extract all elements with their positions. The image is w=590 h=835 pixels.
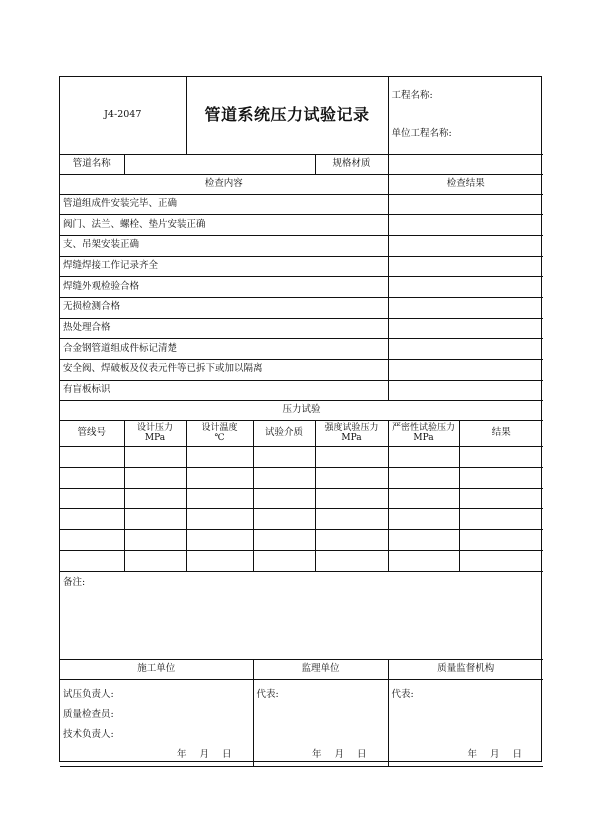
data-cell[interactable] [459,530,543,551]
data-cell[interactable] [253,550,315,571]
data-cell[interactable] [186,468,253,489]
inspection-result-cell[interactable] [388,339,543,360]
spec-material-field[interactable] [388,154,543,174]
data-cell[interactable] [459,509,543,530]
supervision-unit-header: 监理单位 [253,659,388,679]
data-cell[interactable] [388,488,459,509]
data-cell[interactable] [186,447,253,468]
data-cell[interactable] [388,530,459,551]
data-cell[interactable] [60,488,124,509]
quality-agency-rep-label: 代表: [391,689,414,701]
data-cell[interactable] [315,488,388,509]
data-cell[interactable] [253,468,315,489]
inspection-item: 无损检测合格 [60,297,388,318]
data-cell[interactable] [186,530,253,551]
data-cell[interactable] [388,468,459,489]
inspection-item: 焊缝焊接工作记录齐全 [60,256,388,277]
data-cell[interactable] [315,509,388,530]
pressure-row [60,509,543,530]
inspection-result-cell[interactable] [388,297,543,318]
spec-material-label: 规格材质 [315,154,388,174]
data-cell[interactable] [124,488,186,509]
data-cell[interactable] [388,550,459,571]
data-cell[interactable] [60,530,124,551]
data-cell[interactable] [124,530,186,551]
data-cell[interactable] [459,447,543,468]
data-cell[interactable] [388,509,459,530]
data-cell[interactable] [60,509,124,530]
inspection-result-cell[interactable] [388,360,543,381]
pressure-test-title: 压力试验 [60,401,543,421]
data-cell[interactable] [253,447,315,468]
construction-unit-header: 施工单位 [60,659,253,679]
test-leader-label: 试压负责人: [63,689,114,701]
remarks-label: 备注: [63,576,86,588]
data-cell[interactable] [60,447,124,468]
pressure-row [60,530,543,551]
quality-agency-header: 质量监督机构 [388,659,543,679]
unit-project-name-label: 单位工程名称: [391,127,452,139]
data-cell[interactable] [459,468,543,489]
data-cell[interactable] [253,509,315,530]
inspection-item: 支、吊架安装正确 [60,235,388,256]
data-cell[interactable] [459,488,543,509]
inspection-item: 合金钢管道组成件标记清楚 [60,339,388,360]
data-cell[interactable] [60,468,124,489]
data-cell[interactable] [186,550,253,571]
inspection-result-cell[interactable] [388,215,543,236]
data-cell[interactable] [124,509,186,530]
inspection-content-header: 检查内容 [60,174,388,194]
col-design-temp: 设计温度 ℃ [186,421,253,447]
col-line-no: 管线号 [60,421,124,447]
pressure-row [60,550,543,571]
data-cell[interactable] [315,530,388,551]
form-code: J4-2047 [60,77,186,154]
inspection-item: 有盲板标识 [60,380,388,401]
inspection-result-cell[interactable] [388,380,543,401]
pipeline-name-field[interactable] [124,154,315,174]
form-title: 管道系统压力试验记录 [186,77,388,154]
inspection-item: 热处理合格 [60,318,388,339]
inspection-item: 焊缝外观检验合格 [60,277,388,298]
data-cell[interactable] [315,550,388,571]
supervision-signature-block[interactable] [253,679,388,766]
data-cell[interactable] [253,488,315,509]
data-cell[interactable] [388,447,459,468]
col-tightness-pressure: 严密性试验压力 MPa [388,421,459,447]
inspection-result-cell[interactable] [388,277,543,298]
remarks-box[interactable] [60,571,543,659]
data-cell[interactable] [186,509,253,530]
inspection-result-header: 检查结果 [388,174,543,194]
data-cell[interactable] [124,550,186,571]
inspection-result-cell[interactable] [388,318,543,339]
pressure-row [60,468,543,489]
col-strength-pressure: 强度试验压力 MPa [315,421,388,447]
supervision-date: 年 月 日 [311,749,367,761]
col-design-pressure: 设计压力 MPa [124,421,186,447]
construction-date: 年 月 日 [176,749,232,761]
form-table [60,77,543,767]
quality-inspector-label: 质量检查员: [63,709,114,721]
inspection-result-cell[interactable] [388,194,543,215]
data-cell[interactable] [459,550,543,571]
inspection-item: 阀门、法兰、螺栓、垫片安装正确 [60,215,388,236]
data-cell[interactable] [60,550,124,571]
inspection-result-cell[interactable] [388,256,543,277]
col-medium: 试验介质 [253,421,315,447]
data-cell[interactable] [253,530,315,551]
data-cell[interactable] [315,468,388,489]
col-result: 结果 [459,421,543,447]
form-sheet [59,76,542,762]
inspection-item: 安全阀、焊破板及仪表元件等已拆下或加以隔离 [60,360,388,381]
data-cell[interactable] [315,447,388,468]
construction-signature-block[interactable] [60,679,253,766]
project-info [388,77,543,154]
inspection-item: 管道组成件安装完毕、正确 [60,194,388,215]
data-cell[interactable] [186,488,253,509]
quality-agency-date: 年 月 日 [467,749,523,761]
data-cell[interactable] [124,447,186,468]
pressure-row [60,488,543,509]
quality-agency-signature-block[interactable] [388,679,543,766]
project-name-label: 工程名称: [391,89,433,101]
inspection-result-cell[interactable] [388,235,543,256]
pipeline-name-label: 管道名称 [60,154,124,174]
data-cell[interactable] [124,468,186,489]
supervision-rep-label: 代表: [256,689,279,701]
pressure-row [60,447,543,468]
technical-leader-label: 技术负责人: [63,729,114,741]
